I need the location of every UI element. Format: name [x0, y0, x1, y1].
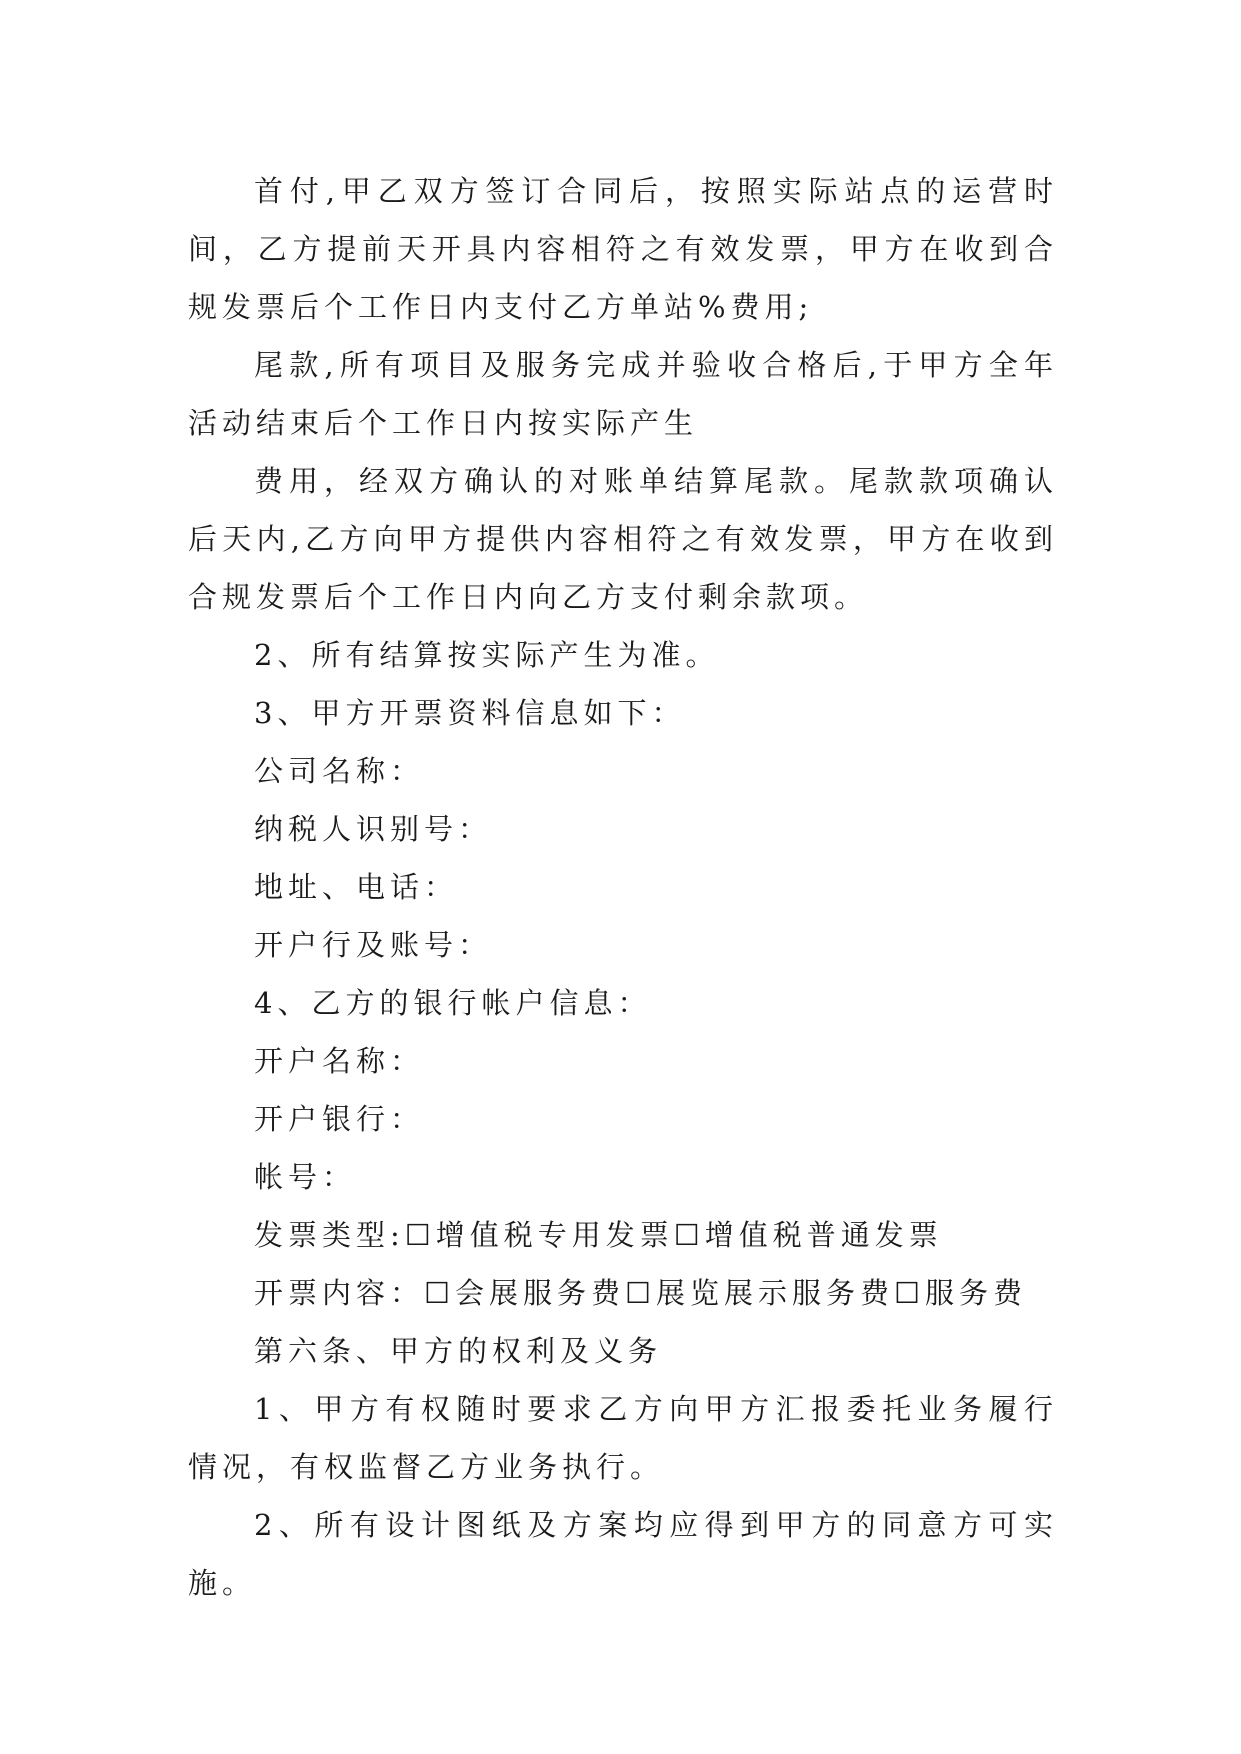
- paragraph-final-payment: 尾款,所有项目及服务完成并验收合格后,于甲方全年活动结束后个工作日内按实际产生: [188, 348, 1058, 440]
- document-body: [188, 162, 1058, 1612]
- paragraph-settlement: 2、所有结算按实际产生为准。: [254, 638, 720, 672]
- field-bank-account: 开户行及账号：: [254, 928, 493, 962]
- field-account-name: 开户名称：: [254, 1044, 425, 1078]
- field-address-phone: 地址、电话：: [254, 870, 459, 904]
- paragraph-first-payment: 首付,甲乙双方签订合同后，按照实际站点的运营时间，乙方提前天开具内容相符之有效发票，甲方在收到合规发票后个工作日内支付乙方单站%费用;: [188, 174, 1058, 324]
- field-taxpayer-id: 纳税人识别号：: [254, 812, 493, 846]
- paragraph-invoice-info-heading: 3、甲方开票资料信息如下：: [254, 696, 686, 730]
- field-invoice-content: 开票内容：☐会展服务费☐展览展示服务费☐服务费: [254, 1276, 1027, 1310]
- paragraph-rights-approval: 2、所有设计图纸及方案均应得到甲方的同意方可实施。: [188, 1508, 1058, 1600]
- paragraph-final-payment-cont: 费用，经双方确认的对账单结算尾款。尾款款项确认后天内,乙方向甲方提供内容相符之有效发票，甲方在收到合规发票后个工作日内向乙方支付剩余款项。: [188, 464, 1058, 614]
- field-invoice-type: 发票类型:☐增值税专用发票☐增值税普通发票: [254, 1218, 943, 1252]
- section-heading-article-six: 第六条、甲方的权利及义务: [254, 1334, 663, 1368]
- field-bank-name: 开户银行：: [254, 1102, 425, 1136]
- field-company-name: 公司名称：: [254, 754, 425, 788]
- field-account-number: 帐号：: [254, 1160, 357, 1194]
- paragraph-bank-info-heading: 4、乙方的银行帐户信息：: [254, 986, 652, 1020]
- paragraph-rights-report: 1、甲方有权随时要求乙方向甲方汇报委托业务履行情况，有权监督乙方业务执行。: [188, 1392, 1058, 1484]
